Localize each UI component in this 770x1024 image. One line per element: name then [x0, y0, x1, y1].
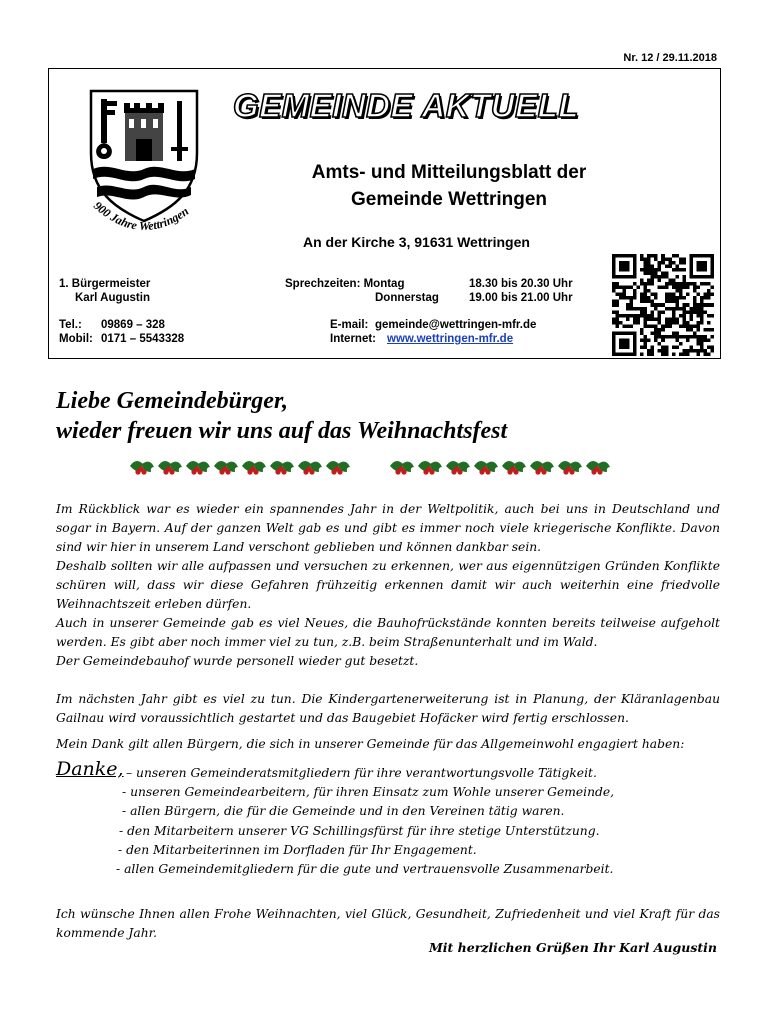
- hours-time2: 19.00 bis 21.00 Uhr: [469, 292, 573, 304]
- mayor-title: 1. Bürgermeister: [59, 278, 151, 290]
- masthead-title: GEMEINDE AKTUELL: [233, 87, 579, 124]
- header-box: [48, 68, 721, 359]
- danke-item: – unseren Gemeinderatsmitgliedern für ihre verantwortungsvolle Tätigkeit.: [126, 766, 597, 780]
- hours-time1: 18.30 bis 20.30 Uhr: [469, 278, 573, 290]
- greeting: [56, 386, 507, 446]
- tel-label: Tel.:: [59, 319, 82, 331]
- mayor-name: Karl Augustin: [75, 292, 150, 304]
- internet-label: Internet:: [330, 333, 376, 345]
- qr-code-icon: [610, 254, 716, 356]
- holly-decoration-icon: [120, 452, 620, 478]
- issue-number: Nr. 12 / 29.11.2018: [623, 52, 717, 64]
- subtitle-line-1: Amts- und Mitteilungsblatt der: [311, 162, 587, 183]
- danke-item: - unseren Gemeindearbeitern, für ihren Einsatz zum Wohle unserer Gemeinde,: [122, 785, 615, 799]
- paragraph-1: [56, 500, 720, 671]
- danke-item: - den Mitarbeiterinnen im Dorfladen für Ihr Engagement.: [118, 843, 477, 857]
- danke-item: - den Mitarbeitern unserer VG Schillingsfürst für ihre stetige Unterstützung.: [119, 824, 600, 838]
- greeting-line-1: Liebe Gemeindebürger,: [56, 388, 288, 414]
- svg-text:900 Jahre Wettringen: 900 Jahre Wettringen: [90, 198, 192, 233]
- address: An der Kirche 3, 91631 Wettringen: [303, 234, 530, 250]
- email-address[interactable]: gemeinde@wettringen-mfr.de: [375, 319, 537, 331]
- danke-item: - allen Bürgern, die für die Gemeinde und in den Vereinen tätig waren.: [122, 804, 565, 818]
- paragraph-1-sentence: Auch in unserer Gemeinde gab es viel Neues, die Bauhofrückstände konnten bereits teilweise aufgeholt werden. Es gibt aber noch immer viel zu tun, z.B. beim Straßenunterhalt und im Wald.: [56, 616, 720, 649]
- tel-number: 09869 – 328: [101, 319, 165, 331]
- danke-item: - allen Gemeindemitgliedern für die gute und vertrauensvolle Zusammenarbeit.: [116, 862, 614, 876]
- mobil-label: Mobil:: [59, 333, 93, 345]
- danke-word: Danke,: [56, 758, 124, 780]
- paragraph-1-sentence: Im Rückblick war es wieder ein spannendes Jahr in der Weltpolitik, auch bei uns in Deutschland und sogar in Bayern. Auf der ganzen Welt gab es und gibt es immer noch viele kriegerische Konflikte. Davon sind wir hier in unserem Land verschont geblieben und können dankbar sein.: [56, 502, 720, 554]
- subtitle-line-2: Gemeinde Wettringen: [350, 189, 547, 210]
- paragraph-2: Im nächsten Jahr gibt es viel zu tun. Die Kindergartenerweiterung ist in Planung, der Kläranlagenbau Gailnau wird voraussichtlich gestartet und das Baugebiet Hofäcker wird fertig erschlossen.: [56, 692, 720, 725]
- hours-label: Sprechzeiten: Montag: [285, 278, 405, 290]
- paragraph-1-sentence: Deshalb sollten wir alle aufpassen und versuchen zu erkennen, wer aus eigennützigen Gründen Konflikte schüren will, dass wir diese Gefahren frühzeitig erkennen damit wir auch weiterhin eine friedvolle Weihnachtszeit erleben dürfen.: [56, 559, 720, 611]
- crest-icon: [69, 83, 219, 233]
- email-label: E-mail:: [330, 319, 369, 331]
- greeting-line-2: wieder freuen wir uns auf das Weihnachtsfest: [56, 418, 508, 444]
- paragraph-1-sentence: Der Gemeindebauhof wurde personell wieder gut besetzt.: [56, 654, 419, 668]
- signature: Mit herzlichen Grüßen Ihr Karl Augustin: [428, 940, 717, 955]
- hours-day2: Donnerstag: [375, 292, 439, 304]
- website-link[interactable]: www.wettringen-mfr.de: [387, 333, 514, 345]
- thanks-intro: Mein Dank gilt allen Bürgern, die sich in unserer Gemeinde für das Allgemeinwohl engagiert haben:: [56, 737, 685, 751]
- closing-paragraph: Ich wünsche Ihnen allen Frohe Weihnachten, viel Glück, Gesundheit, Zufriedenheit und viel Kraft für das kommende Jahr.: [56, 907, 720, 940]
- mobil-number: 0171 – 5543328: [101, 333, 185, 345]
